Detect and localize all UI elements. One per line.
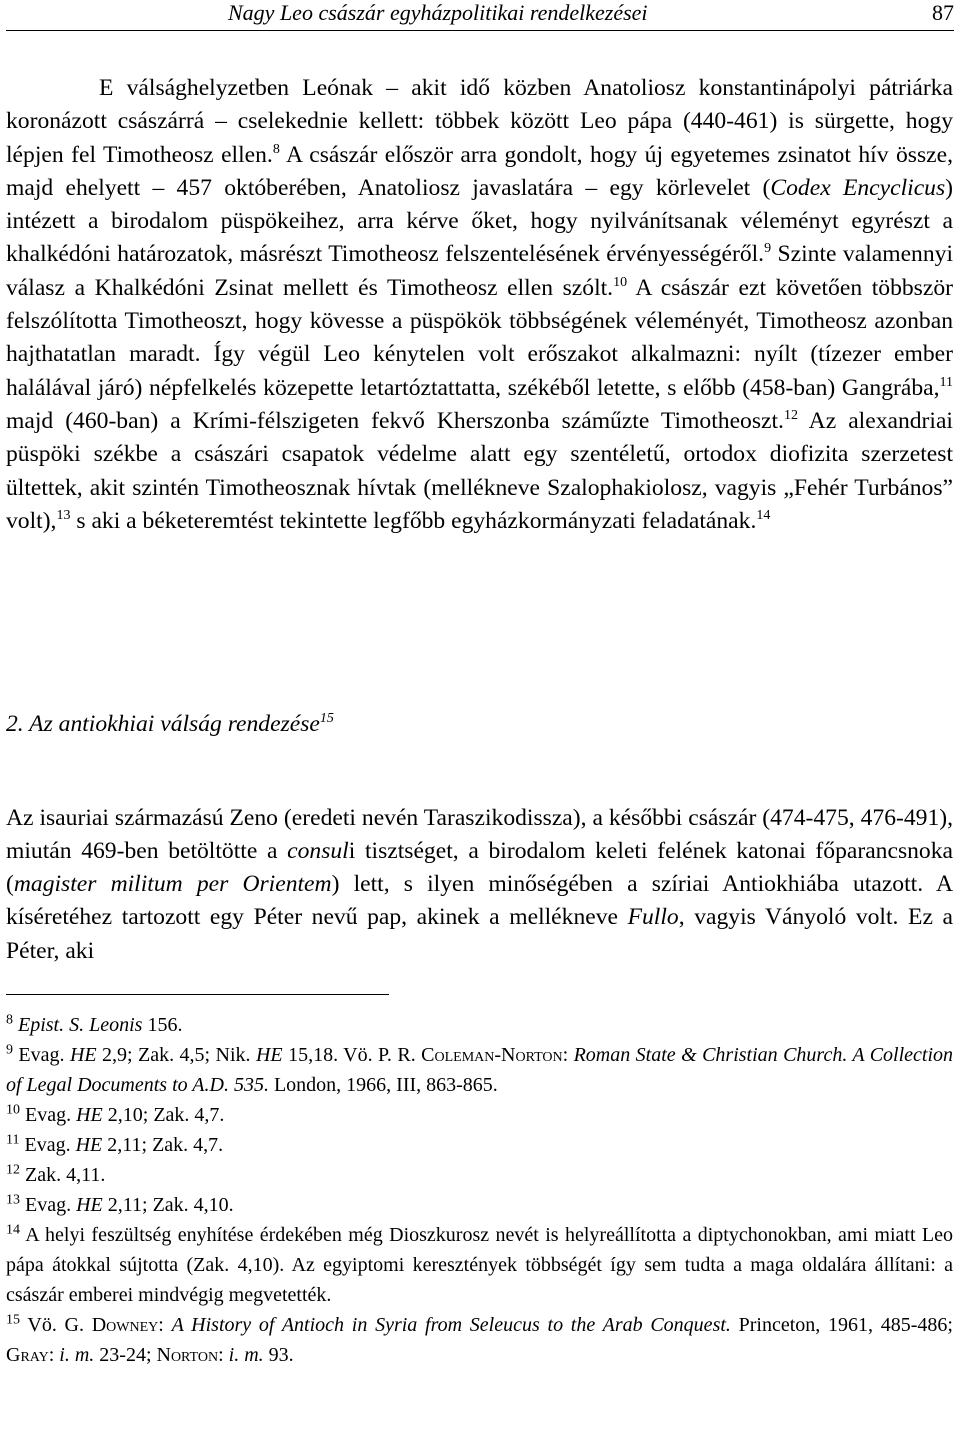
footnote-10 bbox=[6, 1100, 953, 1130]
footnote-ref-14[interactable]: 14 bbox=[756, 508, 771, 523]
text-run: E válsághelyzetben Leónak – akit idő közben Anatoliosz konstantinápolyi pátriárka koronázott császárrá – cselekednie kellett: többek között Leo pápa (440-461) is sürgette, hogy lépjen fel Timotheosz ellen. bbox=[6, 75, 953, 168]
text-run: 23-24; bbox=[94, 1344, 157, 1366]
work-title: A History of Antioch in Syria from Seleucus to the Arab Conquest. bbox=[171, 1314, 731, 1336]
text-run: 2,11; Zak. 4,7. bbox=[102, 1134, 224, 1156]
text-run: A helyi feszültség enyhítése érdekében még Dioszkurosz nevét is helyreállította a diptychonokban, ami miatt Leo pápa átokkal sújtotta (Zak. 4,10). Az egyiptomi keresztények többségét így sem tudta a maga oldalára állítani: a császár emberei mindvégig megvetették. bbox=[6, 1224, 953, 1306]
footnote-number: 10 bbox=[6, 1102, 20, 1118]
text-run: : bbox=[48, 1344, 60, 1366]
text-run: 15,18. Vö. P. R. bbox=[282, 1044, 422, 1066]
main-text-block-2 bbox=[6, 778, 953, 992]
author-name: Coleman-Norton bbox=[421, 1044, 563, 1066]
footnote-ref-13[interactable]: 13 bbox=[56, 508, 71, 523]
italic-ref: Epist. S. Leonis bbox=[18, 1014, 143, 1036]
italic-term: Codex Encyclicus bbox=[770, 174, 946, 201]
text-run: London, 1966, III, 863-865. bbox=[268, 1074, 498, 1096]
text-run: : bbox=[218, 1344, 229, 1366]
footnote-15 bbox=[6, 1310, 953, 1370]
text-run: Princeton, 1961, 485-486; bbox=[730, 1314, 953, 1336]
text-run: ) intézett a birodalom püspökeihez, arra kérve őket, hogy nyilvánítsanak véleményt egyrészt a khalkédóni határozatok, másrészt Timotheosz felszentelésének érvényességéről. bbox=[6, 174, 954, 268]
text-run: Evag. bbox=[19, 1134, 76, 1156]
italic-term: consul bbox=[287, 837, 349, 864]
author-name: Gray bbox=[6, 1344, 49, 1366]
footnotes bbox=[6, 1010, 953, 1370]
text-run: s aki a béketeremtést tekintette legfőbb egyházkormányzati feladatának. bbox=[70, 507, 757, 534]
text-run: Evag. bbox=[13, 1044, 70, 1066]
footnote-number: 9 bbox=[6, 1042, 13, 1058]
italic-ref: HE bbox=[75, 1134, 103, 1156]
author-name: Downey bbox=[91, 1314, 159, 1336]
text-run: i tisztséget, a birodalom keleti felének katonai főparancsnoka ( bbox=[6, 837, 953, 898]
main-text-block-1 bbox=[6, 72, 953, 538]
author-name: Norton bbox=[156, 1344, 219, 1366]
text-run: Az isauriai származású Zeno (eredeti nevén Taraszikodissza), a későbbi császár (474-475, 476-491), miután 469-ben betöltötte a bbox=[6, 804, 953, 864]
footnote-number: 13 bbox=[6, 1192, 20, 1208]
italic-ref: HE bbox=[76, 1104, 103, 1126]
work-title: Roman State & Christian Church. A Collection of Legal Documents to A.D. 535. bbox=[6, 1044, 954, 1096]
footnote-11 bbox=[6, 1130, 953, 1160]
italic-ref: HE bbox=[76, 1194, 103, 1216]
text-run: Zak. 4,11. bbox=[20, 1164, 106, 1186]
footnote-number: 8 bbox=[6, 1012, 13, 1028]
text-run: ) lett, s ilyen minőségében a szíriai Antiokhiába utazott. A kíséretéhez tartozott egy Péter nevű pap, akinek a mellékneve bbox=[6, 871, 953, 931]
text-run: 2,10; Zak. 4,7. bbox=[102, 1104, 225, 1126]
text-run: Vö. G. bbox=[20, 1314, 92, 1336]
running-header bbox=[6, 0, 954, 31]
italic-ref: HE bbox=[255, 1044, 283, 1066]
footnote-number: 14 bbox=[6, 1222, 20, 1238]
italic-term: Fullo bbox=[627, 904, 679, 931]
footnote-8 bbox=[6, 1010, 953, 1040]
text-run: Szinte valamennyi válasz a Khalkédóni Zsinat mellett és Timotheosz ellen szólt. bbox=[6, 241, 954, 301]
text-run: 93. bbox=[263, 1344, 294, 1366]
footnote-ref-12[interactable]: 12 bbox=[783, 408, 798, 424]
text-run: Evag. bbox=[20, 1194, 77, 1216]
section-title: 2. Az antiokhiai válság rendezése bbox=[6, 711, 320, 737]
italic-ref: i. m. bbox=[59, 1344, 95, 1366]
footnote-ref-11[interactable]: 11 bbox=[939, 374, 953, 390]
footnote-ref-10[interactable]: 10 bbox=[613, 274, 628, 290]
footnote-9 bbox=[6, 1040, 953, 1100]
text-run: A császár ezt követően többször felszólította Timotheoszt, hogy kövesse a püspökök többségének véleményét, Timotheosz azonban hajthatatlan maradt. Így végül Leo kénytelen volt erőszakot alkalmazni: nyílt (tízezer ember halálával járó) népfelkelés közepette letartóztattatta, székéből letette, s előbb (458-ban) Gangrába, bbox=[6, 274, 953, 401]
italic-term: magister militum per Orientem bbox=[13, 871, 332, 898]
italic-ref: i. m. bbox=[228, 1344, 264, 1366]
text-run: , vagyis Ványoló volt. Ez a Péter, aki bbox=[6, 904, 953, 964]
text-run: majd (460-ban) a Krími-félszigeten fekvő Kherszonba száműzte Timotheoszt. bbox=[6, 407, 784, 434]
paragraph-1 bbox=[6, 72, 953, 538]
footnote-14 bbox=[6, 1220, 953, 1310]
footnote-ref-8[interactable]: 8 bbox=[272, 141, 280, 157]
text-run: : bbox=[158, 1314, 172, 1336]
text-run: A császár először arra gondolt, hogy új egyetemes zsinatot hív össze, majd ehelyett – 457 októberében, Anatoliosz javaslatára – egy körlevelet ( bbox=[6, 141, 953, 201]
paragraph-2 bbox=[6, 802, 953, 968]
footnote-separator bbox=[6, 994, 389, 995]
text-run: 2,11; Zak. 4,10. bbox=[102, 1194, 234, 1216]
footnote-ref-15[interactable]: 15 bbox=[319, 711, 334, 727]
footnote-ref-9[interactable]: 9 bbox=[764, 241, 772, 257]
text-run: Evag. bbox=[20, 1104, 77, 1126]
section-heading bbox=[6, 711, 334, 738]
italic-ref: HE bbox=[69, 1044, 97, 1066]
footnote-number: 11 bbox=[6, 1132, 20, 1148]
text-run: 2,9; Zak. 4,5; Nik. bbox=[96, 1044, 256, 1066]
text-run: Az alexandriai püspöki székbe a császári csapatok védelme alatt egy szentéletű, ortodox diofizita szerzetest ültettek, akit szintén Timotheosznak hívtak (mellékneve Szalophakiolosz, vagyis „Fehér Turbános” volt), bbox=[6, 407, 953, 534]
footnote-13 bbox=[6, 1190, 953, 1220]
page-number: 87 bbox=[932, 0, 954, 25]
footnote-12 bbox=[6, 1160, 953, 1190]
text-run: : bbox=[562, 1044, 574, 1066]
footnote-number: 12 bbox=[6, 1162, 20, 1178]
text-run: 156. bbox=[142, 1014, 183, 1036]
running-title: Nagy Leo császár egyházpolitikai rendelkezései bbox=[228, 0, 648, 25]
footnote-number: 15 bbox=[6, 1312, 20, 1328]
